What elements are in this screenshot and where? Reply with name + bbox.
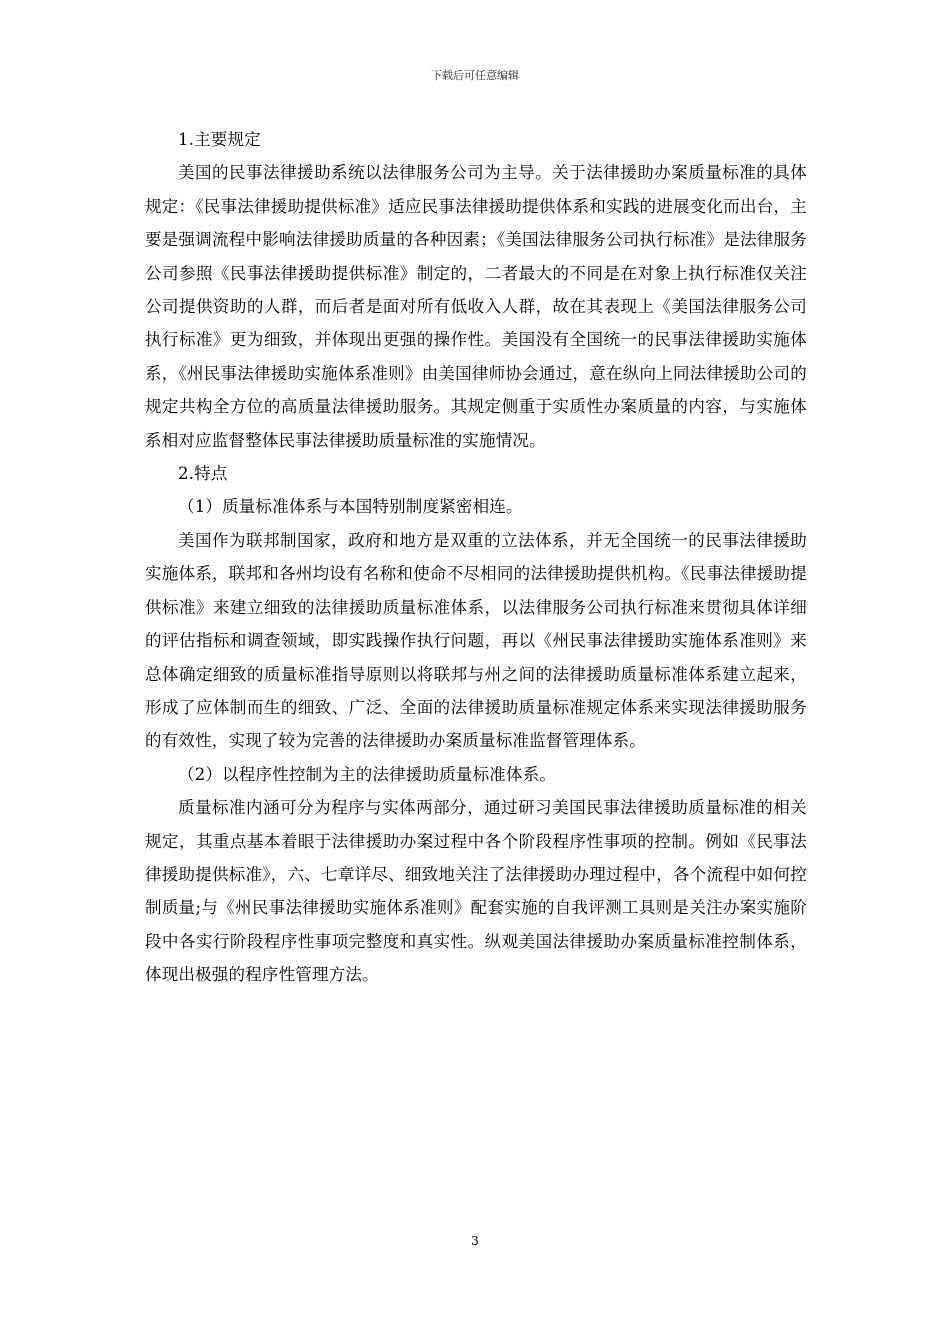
section-heading-features: 2.特点 xyxy=(178,464,228,484)
subheading-feature-1: （1）质量标准体系与本国特别制度紧密相连。 xyxy=(178,497,523,517)
page-number: 3 xyxy=(471,1234,479,1248)
body-paragraph: 质量标准内涵可分为程序与实体两部分，通过研习美国民事法律援助质量标准的相关规定，其重点基本着眼于法律援助办案过程中各个阶段程序性事项的控制。例如《民事法律援助提供标准》，六、七章详尽、细致地关注了法律援助办理过程中，各个流程中如何控制质量;与《州民事法律援助实施体系准则》配套实施的自我评测工具则是关注办案实施阶段中各实行阶段程序性事项完整度和真实性。纵观美国法律援助办案质量标准控制体系，体现出极强的程序性管理方法。 xyxy=(145,798,807,985)
section-heading-main-provisions: 1.主要规定 xyxy=(178,130,261,149)
body-paragraph: 美国的民事法律援助系统以法律服务公司为主导。关于法律援助办案质量标准的具体规定：《民事法律援助提供标准》适应民事法律援助提供体系和实践的进展变化而出台，主要是强调流程中影响法律援助质量的各种因素；《美国法律服务公司执行标准》是法律服务公司参照《民事法律援助提供标准》制定的，二者最大的不同是在对象上执行标准仅关注公司提供资助的人群，而后者是面对所有低收入人群，故在其表现上《美国法律服务公司执行标准》更为细致，并体现出更强的操作性。美国没有全国统一的民事法律援助实施体系，《州民事法律援助实施体系准则》由美国律师协会通过，意在纵向上同法律援助公司的规定共构全方位的高质量法律援助服务。其规定侧重于实质性办案质量的内容，与实施体系相对应监督整体民事法律援助质量标准的实施情况。 xyxy=(145,163,807,450)
page-header-note: 下载后可任意编辑 xyxy=(431,69,519,82)
document-body xyxy=(145,123,807,992)
body-paragraph: 美国作为联邦制国家，政府和地方是双重的立法体系，并无全国统一的民事法律援助实施体系，联邦和各州均设有名称和使命不尽相同的法律援助提供机构。《民事法律援助提供标准》来建立细致的法律援助质量标准体系，以法律服务公司执行标准来贯彻具体详细的评估指标和调查领域，即实践操作执行问题，再以《州民事法律援助实施体系准则》来总体确定细致的质量标准指导原则以将联邦与州之间的法律援助质量标准体系建立起来，形成了应体制而生的细致、广泛、全面的法律援助质量标准规定体系来实现法律援助服务的有效性，实现了较为完善的法律援助办案质量标准监督管理体系。 xyxy=(145,530,807,751)
subheading-feature-2: （2）以程序性控制为主的法律援助质量标准体系。 xyxy=(178,764,557,784)
